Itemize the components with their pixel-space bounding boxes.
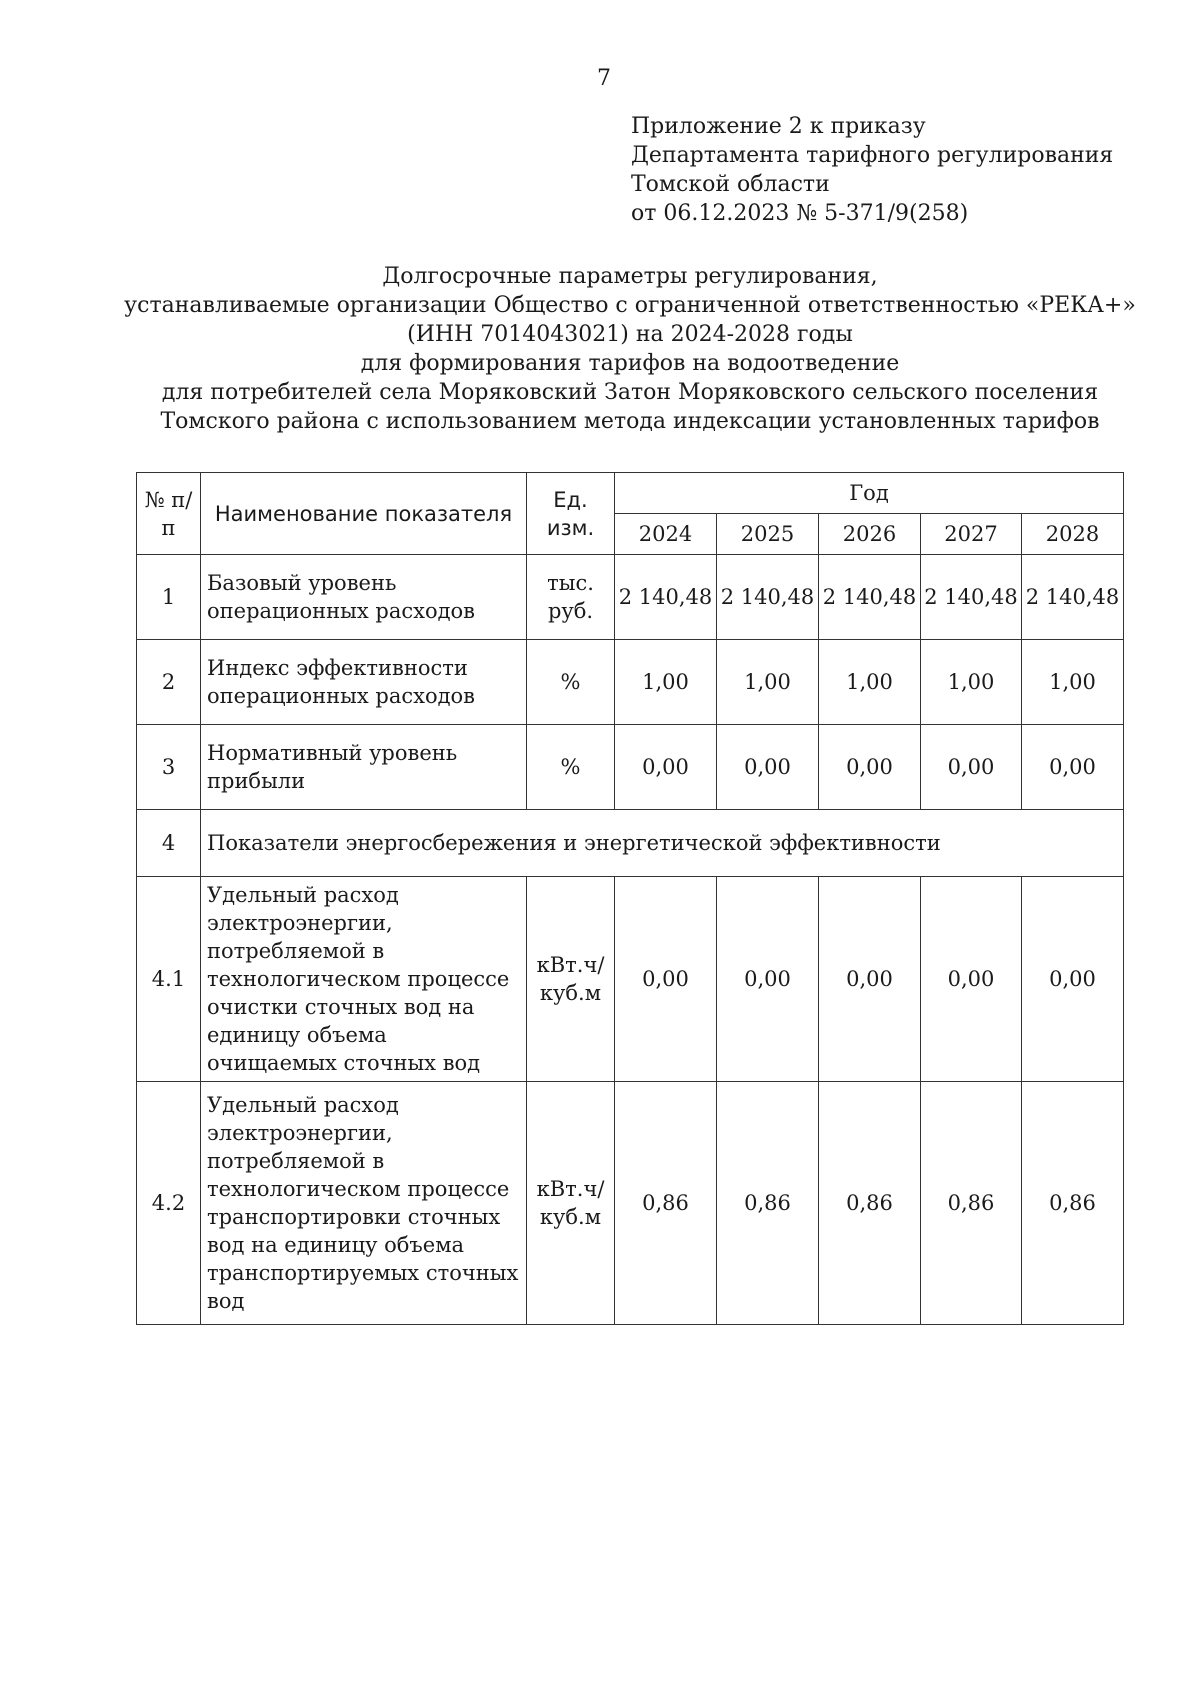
row-value: 0,00 xyxy=(921,725,1022,810)
row-name: Удельный расход электроэнергии, потребляемой в технологическом процессе очистки сточных вод на единицу объема очищаемых сточных вод xyxy=(201,877,527,1082)
row-value: 2 140,48 xyxy=(615,555,717,640)
row-value: 1,00 xyxy=(615,640,717,725)
row-value: 0,00 xyxy=(717,877,819,1082)
row-value: 0,86 xyxy=(615,1082,717,1325)
row-num: 1 xyxy=(137,555,201,640)
section-row xyxy=(137,810,1124,877)
row-value: 0,00 xyxy=(1022,725,1124,810)
table-row xyxy=(137,555,1124,640)
row-unit: кВт.ч/ куб.м xyxy=(527,1082,615,1325)
appendix-line: Приложение 2 к приказу xyxy=(631,114,926,139)
header-name: Наименование показателя xyxy=(201,473,527,555)
appendix-line: от 06.12.2023 № 5-371/9(258) xyxy=(631,201,969,226)
header-row xyxy=(137,473,1124,514)
row-name: Базовый уровень операционных расходов xyxy=(201,555,527,640)
row-value: 1,00 xyxy=(1022,640,1124,725)
title-line: (ИНН 7014043021) на 2024-2028 годы xyxy=(407,322,853,347)
row-value: 0,86 xyxy=(1022,1082,1124,1325)
title-line: Долгосрочные параметры регулирования, xyxy=(382,264,878,289)
row-unit: тыс. руб. xyxy=(527,555,615,640)
row-value: 1,00 xyxy=(819,640,921,725)
row-value: 0,00 xyxy=(921,877,1022,1082)
table-row xyxy=(137,640,1124,725)
title-line: для потребителей села Моряковский Затон Моряковского сельского поселения xyxy=(161,380,1099,405)
row-name: Удельный расход электроэнергии, потребляемой в технологическом процессе транспортировки сточных вод на единицу объема транспортируемых сточных вод xyxy=(201,1082,527,1325)
title-line: Томского района с использованием метода индексации установленных тарифов xyxy=(160,409,1100,434)
parameters-table xyxy=(136,472,1124,1325)
header-unit: Ед. изм. xyxy=(527,473,615,555)
appendix-reference xyxy=(631,112,1113,228)
row-value: 0,00 xyxy=(615,725,717,810)
row-value: 2 140,48 xyxy=(1022,555,1124,640)
header-year: 2027 xyxy=(921,514,1022,555)
row-value: 2 140,48 xyxy=(921,555,1022,640)
table-row xyxy=(137,725,1124,810)
appendix-line: Томской области xyxy=(631,172,830,197)
row-value: 0,00 xyxy=(717,725,819,810)
appendix-line: Департамента тарифного регулирования xyxy=(631,143,1114,168)
row-value: 0,00 xyxy=(819,877,921,1082)
page-number: 7 xyxy=(597,66,611,91)
header-num: № п/п xyxy=(137,473,201,555)
section-title: Показатели энергосбережения и энергетической эффективности xyxy=(201,810,1124,877)
row-name: Нормативный уровень прибыли xyxy=(201,725,527,810)
document-title xyxy=(0,262,1200,436)
row-value: 2 140,48 xyxy=(819,555,921,640)
row-num: 3 xyxy=(137,725,201,810)
header-year-group: Год xyxy=(615,473,1124,514)
row-num: 2 xyxy=(137,640,201,725)
row-value: 1,00 xyxy=(717,640,819,725)
header-year: 2025 xyxy=(717,514,819,555)
row-value: 0,86 xyxy=(819,1082,921,1325)
row-value: 0,86 xyxy=(717,1082,819,1325)
row-value: 0,00 xyxy=(615,877,717,1082)
table-row xyxy=(137,877,1124,1082)
row-unit: кВт.ч/ куб.м xyxy=(527,877,615,1082)
row-value: 1,00 xyxy=(921,640,1022,725)
row-unit: % xyxy=(527,725,615,810)
row-unit: % xyxy=(527,640,615,725)
header-year: 2026 xyxy=(819,514,921,555)
row-value: 2 140,48 xyxy=(717,555,819,640)
row-value: 0,86 xyxy=(921,1082,1022,1325)
row-value: 0,00 xyxy=(1022,877,1124,1082)
table-row xyxy=(137,1082,1124,1325)
row-num: 4 xyxy=(137,810,201,877)
row-name: Индекс эффективности операционных расходов xyxy=(201,640,527,725)
header-year: 2028 xyxy=(1022,514,1124,555)
header-year: 2024 xyxy=(615,514,717,555)
row-value: 0,00 xyxy=(819,725,921,810)
title-line: для формирования тарифов на водоотведение xyxy=(360,351,900,376)
title-line: устанавливаемые организации Общество с ограниченной ответственностью «РЕКА+» xyxy=(124,293,1136,318)
row-num: 4.2 xyxy=(137,1082,201,1325)
row-num: 4.1 xyxy=(137,877,201,1082)
